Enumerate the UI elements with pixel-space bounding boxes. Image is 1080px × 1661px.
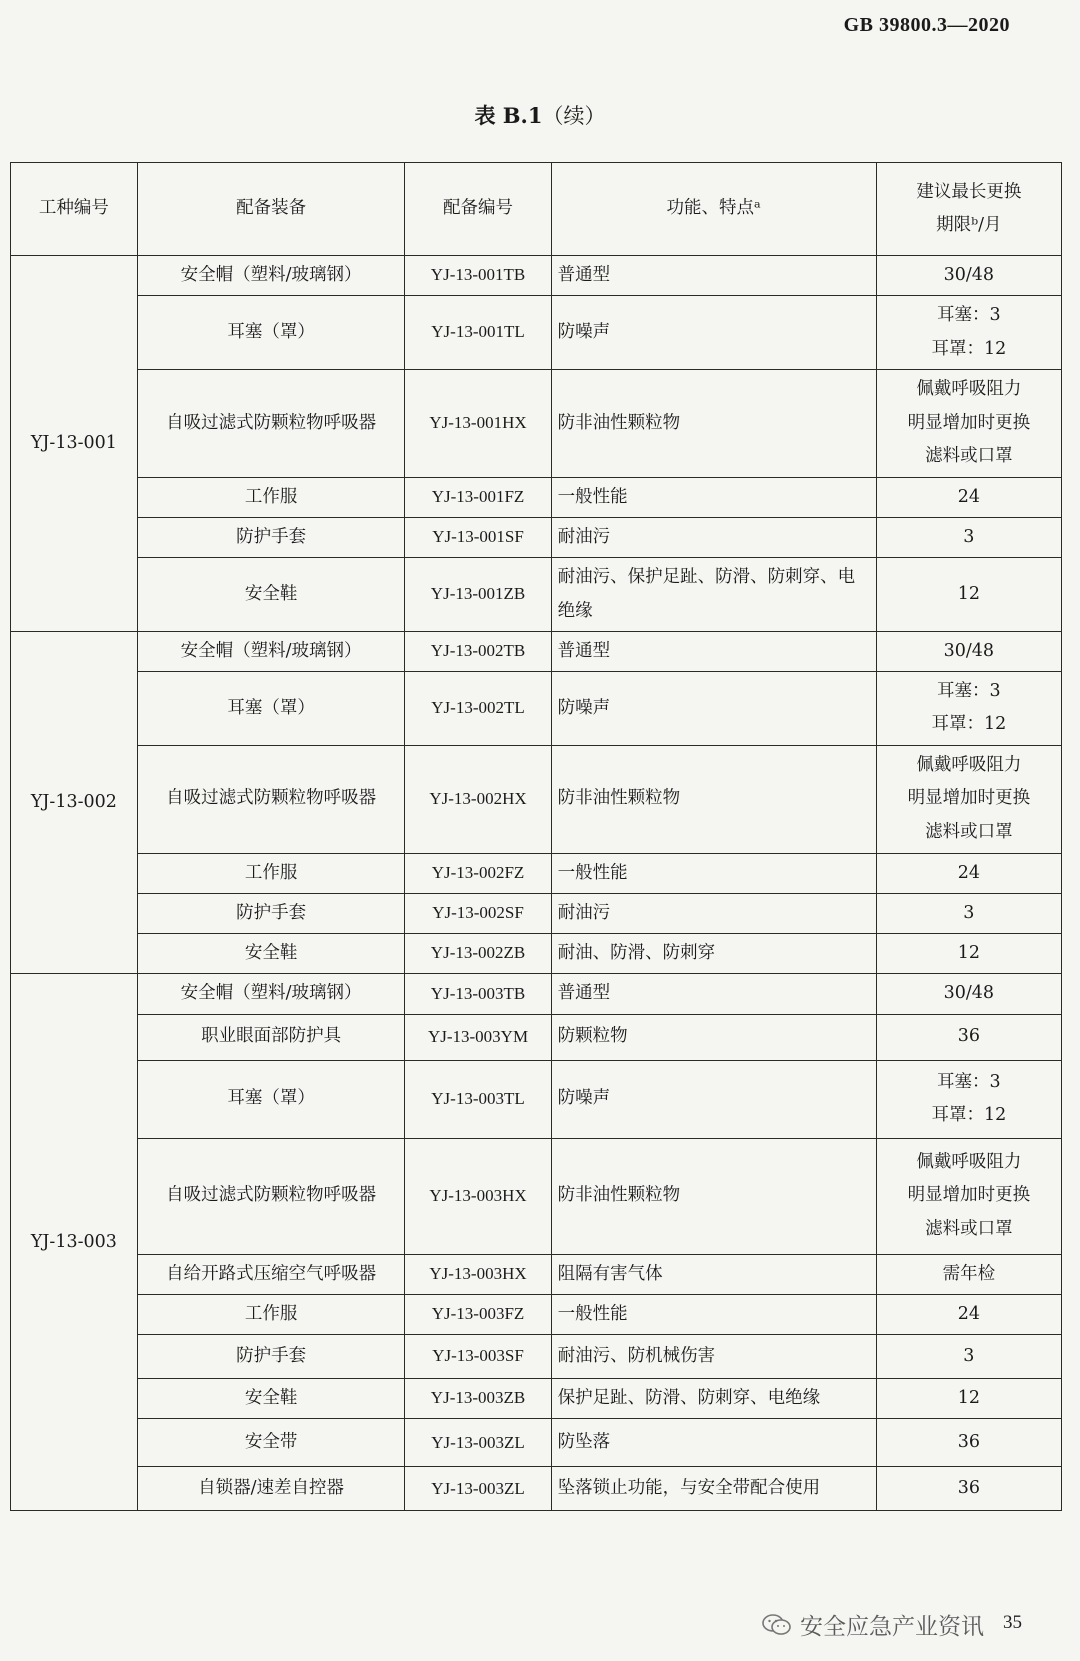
table-row xyxy=(11,1294,1062,1334)
period-cell: 24 xyxy=(876,853,1061,893)
number-cell: YJ-13-003TB xyxy=(405,974,551,1014)
number-cell: YJ-13-003YM xyxy=(405,1014,551,1060)
number-cell: YJ-13-002HX xyxy=(405,745,551,853)
wechat-icon xyxy=(762,1613,792,1637)
table-row xyxy=(11,672,1062,746)
function-cell: 防噪声 xyxy=(551,296,876,370)
table-row xyxy=(11,974,1062,1014)
header-number: 配备编号 xyxy=(405,163,551,256)
equipment-cell: 安全鞋 xyxy=(137,934,405,974)
function-cell: 阻隔有害气体 xyxy=(551,1254,876,1294)
period-cell: 耳塞：3 耳罩：12 xyxy=(876,296,1061,370)
number-cell: YJ-13-003ZL xyxy=(405,1419,551,1467)
number-cell: YJ-13-003HX xyxy=(405,1138,551,1254)
equipment-cell: 自吸过滤式防颗粒物呼吸器 xyxy=(137,1138,405,1254)
number-cell: YJ-13-002FZ xyxy=(405,853,551,893)
equipment-cell: 工作服 xyxy=(137,853,405,893)
function-cell: 普通型 xyxy=(551,974,876,1014)
period-cell: 3 xyxy=(876,893,1061,933)
equipment-cell: 自锁器/速差自控器 xyxy=(137,1467,405,1511)
table-row xyxy=(11,369,1062,477)
number-cell: YJ-13-003TL xyxy=(405,1060,551,1138)
period-cell: 24 xyxy=(876,1294,1061,1334)
table-row xyxy=(11,1014,1062,1060)
equipment-table xyxy=(10,162,1062,1511)
function-cell: 耐油污、防机械伤害 xyxy=(551,1335,876,1379)
number-cell: YJ-13-003ZB xyxy=(405,1379,551,1419)
period-cell: 耳塞：3 耳罩：12 xyxy=(876,1060,1061,1138)
number-cell: YJ-13-003FZ xyxy=(405,1294,551,1334)
function-cell: 一般性能 xyxy=(551,477,876,517)
table-row xyxy=(11,853,1062,893)
equipment-cell: 安全鞋 xyxy=(137,1379,405,1419)
number-cell: YJ-13-001TL xyxy=(405,296,551,370)
number-cell: YJ-13-003ZL xyxy=(405,1467,551,1511)
period-cell: 耳塞：3 耳罩：12 xyxy=(876,672,1061,746)
period-cell: 佩戴呼吸阻力 明显增加时更换 滤料或口罩 xyxy=(876,1138,1061,1254)
function-cell: 坠落锁止功能，与安全带配合使用 xyxy=(551,1467,876,1511)
header-function: 功能、特点ᵃ xyxy=(551,163,876,256)
function-cell: 防噪声 xyxy=(551,672,876,746)
number-cell: YJ-13-003HX xyxy=(405,1254,551,1294)
equipment-cell: 工作服 xyxy=(137,477,405,517)
table-title xyxy=(0,100,1080,130)
function-cell: 耐油污 xyxy=(551,518,876,558)
table-row xyxy=(11,296,1062,370)
equipment-cell: 职业眼面部防护具 xyxy=(137,1014,405,1060)
number-cell: YJ-13-003SF xyxy=(405,1335,551,1379)
table-row xyxy=(11,1467,1062,1511)
function-cell: 耐油污、保护足趾、防滑、防刺穿、电绝缘 xyxy=(551,558,876,632)
table-row xyxy=(11,256,1062,296)
number-cell: YJ-13-001TB xyxy=(405,256,551,296)
function-cell: 耐油、防滑、防刺穿 xyxy=(551,934,876,974)
equipment-cell: 安全帽（塑料/玻璃钢） xyxy=(137,631,405,671)
number-cell: YJ-13-002TL xyxy=(405,672,551,746)
period-cell: 12 xyxy=(876,934,1061,974)
period-cell: 12 xyxy=(876,1379,1061,1419)
table-row xyxy=(11,1254,1062,1294)
table-header-row xyxy=(11,163,1062,256)
footer-watermark xyxy=(762,1608,984,1641)
header-period: 建议最长更换 期限ᵇ/月 xyxy=(876,163,1061,256)
period-cell: 36 xyxy=(876,1419,1061,1467)
table-row xyxy=(11,1419,1062,1467)
equipment-cell: 自吸过滤式防颗粒物呼吸器 xyxy=(137,369,405,477)
table-row xyxy=(11,745,1062,853)
period-cell: 3 xyxy=(876,518,1061,558)
equipment-cell: 耳塞（罩） xyxy=(137,1060,405,1138)
table-title-suffix: （续） xyxy=(542,104,606,128)
footer-watermark-text: 安全应急产业资讯 xyxy=(800,1614,984,1640)
table-body xyxy=(11,256,1062,1511)
number-cell: YJ-13-001ZB xyxy=(405,558,551,632)
equipment-cell: 安全鞋 xyxy=(137,558,405,632)
function-cell: 防噪声 xyxy=(551,1060,876,1138)
period-cell: 12 xyxy=(876,558,1061,632)
equipment-cell: 防护手套 xyxy=(137,518,405,558)
table-row xyxy=(11,893,1062,933)
job-code-cell: YJ-13-003 xyxy=(11,974,138,1511)
equipment-cell: 安全带 xyxy=(137,1419,405,1467)
equipment-cell: 耳塞（罩） xyxy=(137,296,405,370)
number-cell: YJ-13-001HX xyxy=(405,369,551,477)
table-row xyxy=(11,1138,1062,1254)
header-equipment: 配备装备 xyxy=(137,163,405,256)
page-number: 35 xyxy=(1003,1612,1022,1633)
job-code-cell: YJ-13-001 xyxy=(11,256,138,632)
table-row xyxy=(11,1060,1062,1138)
function-cell: 普通型 xyxy=(551,256,876,296)
function-cell: 防颗粒物 xyxy=(551,1014,876,1060)
period-cell: 30/48 xyxy=(876,631,1061,671)
function-cell: 一般性能 xyxy=(551,853,876,893)
period-cell: 24 xyxy=(876,477,1061,517)
equipment-cell: 安全帽（塑料/玻璃钢） xyxy=(137,974,405,1014)
period-cell: 佩戴呼吸阻力 明显增加时更换 滤料或口罩 xyxy=(876,745,1061,853)
function-cell: 保护足趾、防滑、防刺穿、电绝缘 xyxy=(551,1379,876,1419)
period-cell: 30/48 xyxy=(876,974,1061,1014)
table-row xyxy=(11,1335,1062,1379)
function-cell: 防非油性颗粒物 xyxy=(551,1138,876,1254)
number-cell: YJ-13-001SF xyxy=(405,518,551,558)
function-cell: 防坠落 xyxy=(551,1419,876,1467)
equipment-cell: 自给开路式压缩空气呼吸器 xyxy=(137,1254,405,1294)
equipment-cell: 防护手套 xyxy=(137,1335,405,1379)
function-cell: 一般性能 xyxy=(551,1294,876,1334)
table-row xyxy=(11,934,1062,974)
standard-code: GB 39800.3—2020 xyxy=(843,14,1010,36)
table-row xyxy=(11,1379,1062,1419)
number-cell: YJ-13-002SF xyxy=(405,893,551,933)
header-job-code: 工种编号 xyxy=(11,163,138,256)
equipment-cell: 安全帽（塑料/玻璃钢） xyxy=(137,256,405,296)
period-cell: 36 xyxy=(876,1014,1061,1060)
number-cell: YJ-13-002ZB xyxy=(405,934,551,974)
function-cell: 防非油性颗粒物 xyxy=(551,369,876,477)
table-row xyxy=(11,477,1062,517)
function-cell: 普通型 xyxy=(551,631,876,671)
equipment-cell: 防护手套 xyxy=(137,893,405,933)
table-row xyxy=(11,558,1062,632)
equipment-cell: 耳塞（罩） xyxy=(137,672,405,746)
number-cell: YJ-13-002TB xyxy=(405,631,551,671)
table-title-label: 表 B.1 xyxy=(474,103,543,128)
period-cell: 需年检 xyxy=(876,1254,1061,1294)
period-cell: 佩戴呼吸阻力 明显增加时更换 滤料或口罩 xyxy=(876,369,1061,477)
period-cell: 30/48 xyxy=(876,256,1061,296)
function-cell: 防非油性颗粒物 xyxy=(551,745,876,853)
equipment-cell: 自吸过滤式防颗粒物呼吸器 xyxy=(137,745,405,853)
function-cell: 耐油污 xyxy=(551,893,876,933)
equipment-cell: 工作服 xyxy=(137,1294,405,1334)
table-row xyxy=(11,631,1062,671)
period-cell: 36 xyxy=(876,1467,1061,1511)
number-cell: YJ-13-001FZ xyxy=(405,477,551,517)
period-cell: 3 xyxy=(876,1335,1061,1379)
job-code-cell: YJ-13-002 xyxy=(11,631,138,974)
table-row xyxy=(11,518,1062,558)
